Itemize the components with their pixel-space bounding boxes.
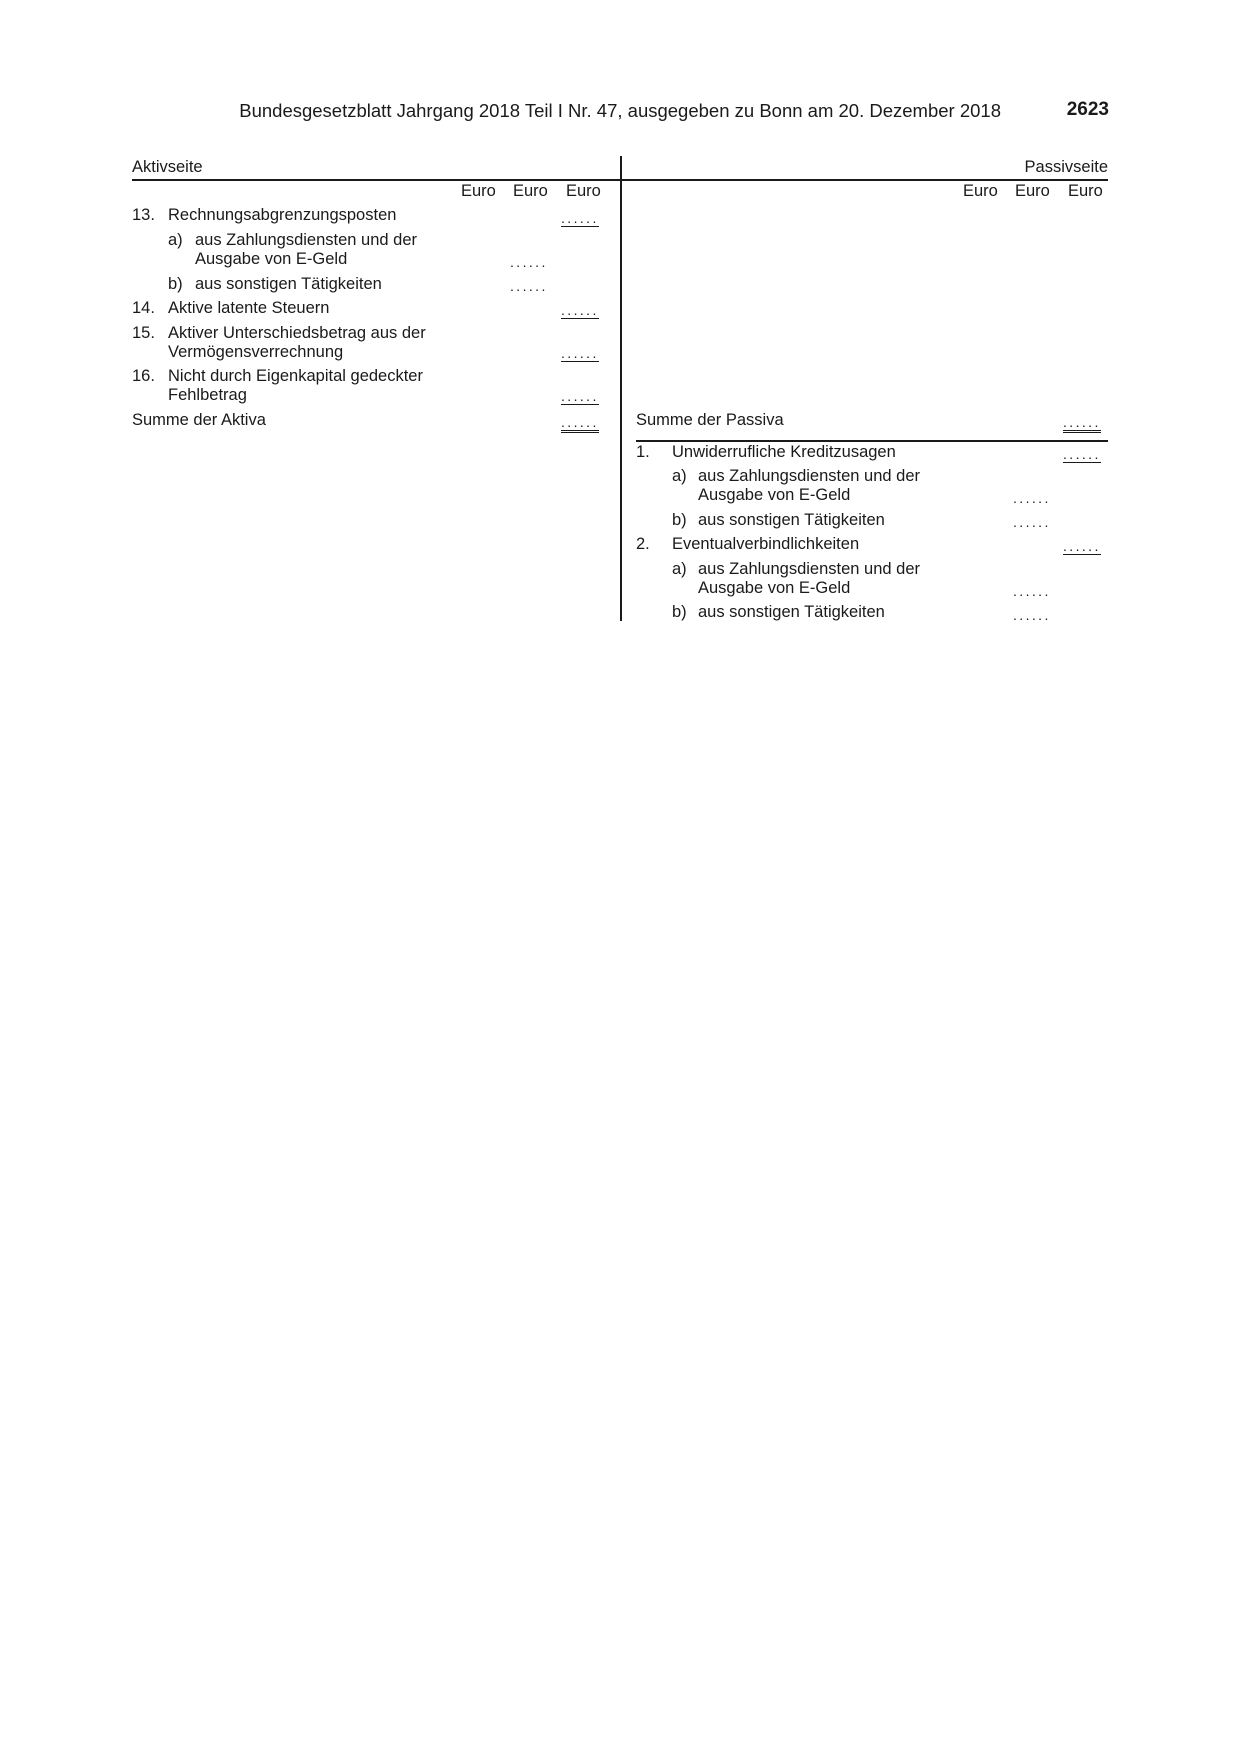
item-value: ......: [510, 254, 548, 270]
item-number: 14.: [132, 299, 155, 317]
item-number: b): [672, 603, 687, 621]
aktiv-col-header-3: Euro: [566, 182, 601, 200]
center-divider: [620, 156, 622, 621]
passiv-col-header-1: Euro: [963, 182, 998, 200]
passiv-side-label: Passivseite: [1024, 158, 1108, 176]
item-number: a): [672, 560, 687, 578]
item-label-line1: Nicht durch Eigenkapital gedeckter: [168, 367, 423, 385]
item-label: Rechnungsabgrenzungsposten: [168, 206, 397, 224]
item-label-line1: aus Zahlungsdiensten und der: [698, 467, 920, 485]
item-number: a): [168, 231, 183, 249]
total-label: Summe der Passiva: [636, 411, 784, 429]
item-label: aus sonstigen Tätigkeiten: [195, 275, 382, 293]
item-number: b): [672, 511, 687, 529]
item-number: b): [168, 275, 183, 293]
item-value: ......: [1013, 583, 1051, 599]
item-value: ......: [1063, 538, 1101, 554]
aktiv-side-label: Aktivseite: [132, 158, 203, 176]
item-value: ......: [561, 345, 599, 361]
passiva-total-rule: [636, 440, 1108, 442]
header-title: Bundesgesetzblatt Jahrgang 2018 Teil I Nr. 47, ausgegeben zu Bonn am 20. Dezember 2018: [239, 100, 1001, 121]
item-label: Unwiderrufliche Kreditzusagen: [672, 443, 896, 461]
header-rule: [132, 179, 1108, 181]
aktiv-col-header-2: Euro: [513, 182, 548, 200]
item-number: 16.: [132, 367, 155, 385]
passiv-col-header-3: Euro: [1068, 182, 1103, 200]
item-label: Aktive latente Steuern: [168, 299, 330, 317]
item-label: aus sonstigen Tätigkeiten: [698, 603, 885, 621]
item-value: ......: [1013, 514, 1051, 530]
item-value: ......: [1013, 607, 1051, 623]
total-label: Summe der Aktiva: [132, 411, 266, 429]
item-label: Eventualverbindlichkeiten: [672, 535, 860, 553]
item-value: ......: [561, 210, 599, 226]
page-header: [0, 100, 1241, 126]
item-value: ......: [1063, 446, 1101, 462]
total-value: ......: [1063, 415, 1101, 433]
item-number: 2.: [636, 535, 650, 553]
item-value: ......: [1013, 490, 1051, 506]
item-number: 13.: [132, 206, 155, 224]
item-label-line2: Vermögensverrechnung: [168, 343, 344, 361]
item-label: aus sonstigen Tätigkeiten: [698, 511, 885, 529]
item-value: ......: [561, 388, 599, 404]
item-label-line1: aus Zahlungsdiensten und der: [195, 231, 417, 249]
item-label-line1: aus Zahlungsdiensten und der: [698, 560, 920, 578]
item-value: ......: [561, 302, 599, 318]
item-number: 15.: [132, 324, 155, 342]
item-value: ......: [510, 278, 548, 294]
page-number: 2623: [1066, 99, 1109, 120]
aktiv-col-header-1: Euro: [461, 182, 496, 200]
item-label-line2: Ausgabe von E-Geld: [195, 250, 348, 268]
item-number: a): [672, 467, 687, 485]
item-label-line1: Aktiver Unterschiedsbetrag aus der: [168, 324, 426, 342]
passiv-col-header-2: Euro: [1015, 182, 1050, 200]
total-value: ......: [561, 415, 599, 433]
item-number: 1.: [636, 443, 650, 461]
item-label-line2: Fehlbetrag: [168, 386, 247, 404]
item-label-line2: Ausgabe von E-Geld: [698, 579, 851, 597]
item-label-line2: Ausgabe von E-Geld: [698, 486, 851, 504]
